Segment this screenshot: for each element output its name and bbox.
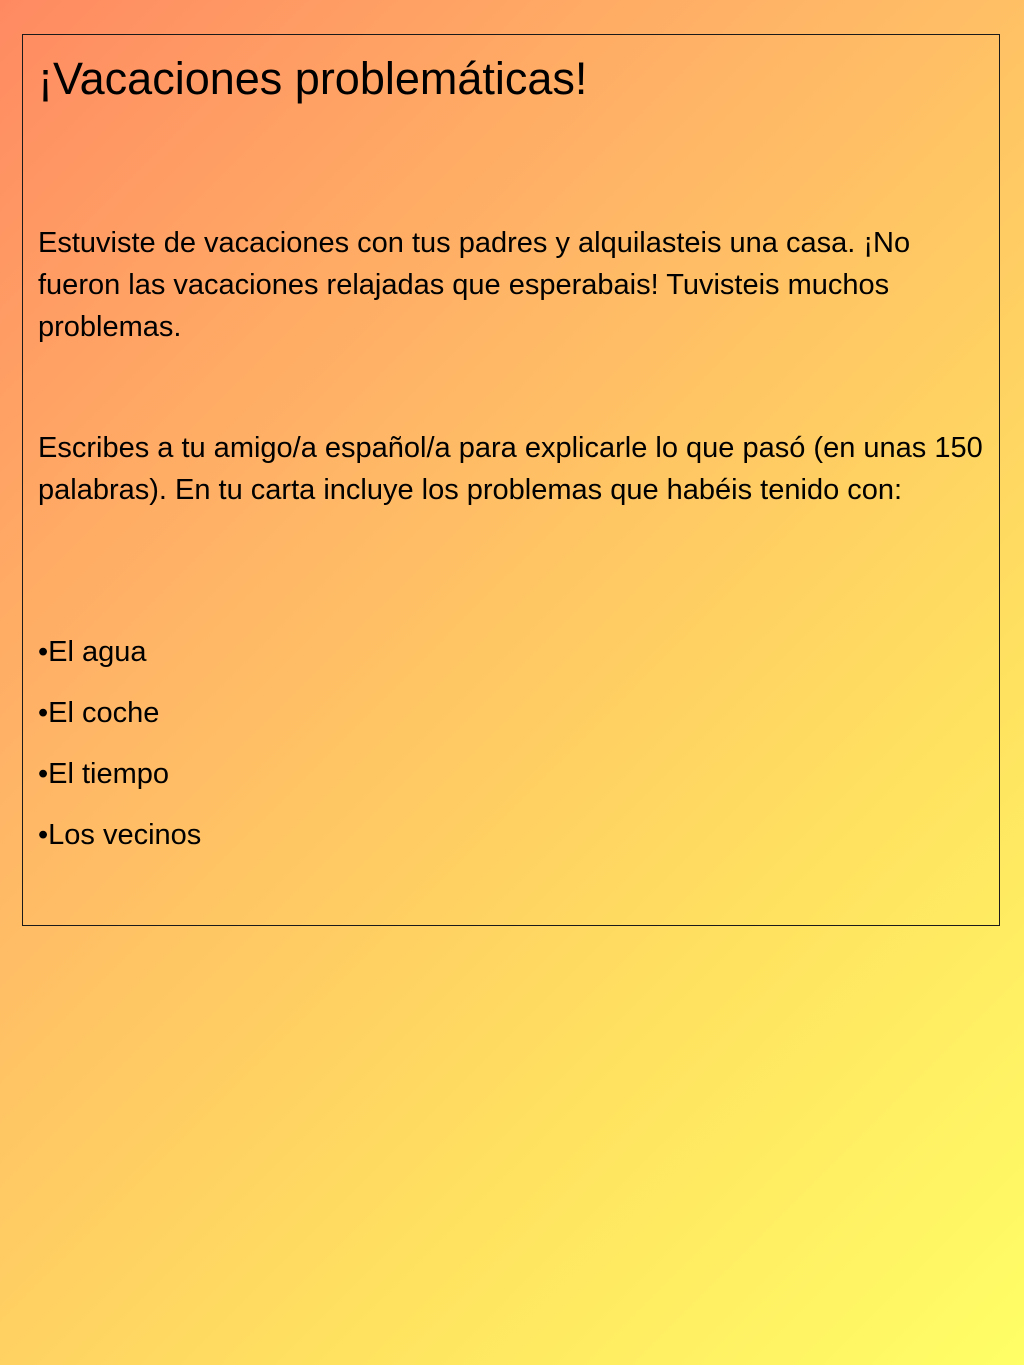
intro-paragraph: Estuviste de vacaciones con tus padres y alquilasteis una casa. ¡No fueron las vacaciones relajadas que esperabais! Tuvisteis muchos problemas. xyxy=(38,227,911,343)
slide-text-box xyxy=(22,34,1000,926)
list-item: •Los vecinos xyxy=(38,819,202,851)
list-item: •El agua xyxy=(38,636,147,668)
task-paragraph: Escribes a tu amigo/a español/a para explicarle lo que pasó (en unas 150 palabras). En tu carta incluye los problemas que habéis tenido con: xyxy=(38,432,983,506)
slide-title: ¡Vacaciones problemáticas! xyxy=(38,53,588,104)
list-item: •El coche xyxy=(38,697,160,729)
list-item: •El tiempo xyxy=(38,758,170,790)
problem-list xyxy=(38,631,201,875)
